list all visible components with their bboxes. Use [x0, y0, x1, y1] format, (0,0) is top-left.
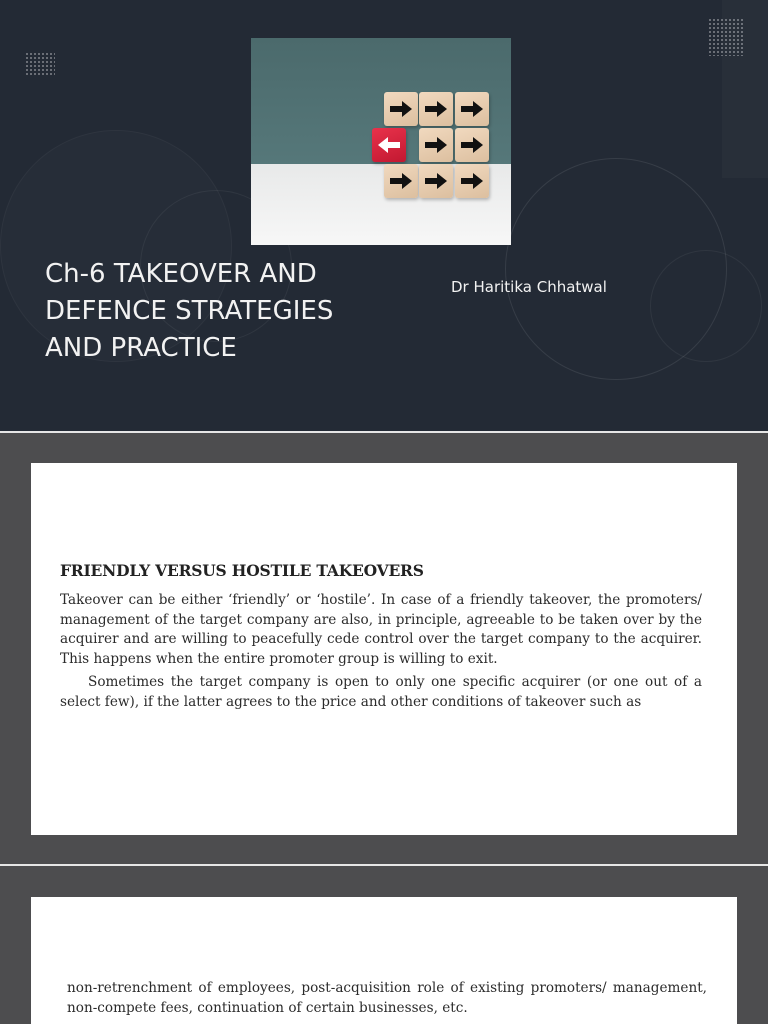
wood-block — [455, 128, 489, 162]
author-name: Dr Haritika Chhatwal — [451, 278, 607, 296]
decorative-dots — [25, 52, 55, 76]
red-block — [372, 128, 406, 162]
wood-block — [419, 92, 453, 126]
decorative-circle — [650, 250, 762, 362]
wood-block — [455, 92, 489, 126]
wood-block — [384, 164, 418, 198]
arrow-right-icon — [460, 173, 484, 189]
wood-block — [419, 128, 453, 162]
arrow-right-icon — [424, 173, 448, 189]
slide-title: Ch-6 TAKEOVER AND DEFENCE STRATEGIES AND PRACTICE — [45, 259, 334, 363]
wood-block — [419, 164, 453, 198]
decorative-bar — [722, 0, 768, 178]
wood-block — [384, 92, 418, 126]
arrow-right-icon — [424, 101, 448, 117]
paragraph: Takeover can be either ‘friendly’ or ‘hostile’. In case of a friendly takeover, the promoters/ management of the target company are also, in principle, agreeable to be taken over by the acquirer and are willing to peacefully cede control over the target company to the acquirer. This happens when the entire promoter group is willing to exit. — [60, 592, 702, 667]
arrow-right-icon — [460, 137, 484, 153]
arrow-right-icon — [424, 137, 448, 153]
paragraph: non-retrenchment of employees, post-acquisition role of existing promoters/ management, non-compete fees, continuation of certain businesses, etc. — [67, 980, 707, 1016]
wood-block — [455, 164, 489, 198]
arrow-right-icon — [389, 101, 413, 117]
hero-image — [251, 38, 511, 245]
slide-divider — [0, 864, 768, 866]
text-slide — [31, 463, 737, 835]
title-slide — [0, 0, 768, 431]
slide-divider — [0, 431, 768, 433]
arrow-right-icon — [389, 173, 413, 189]
section-heading: FRIENDLY VERSUS HOSTILE TAKEOVERS — [60, 561, 424, 580]
arrow-right-icon — [460, 101, 484, 117]
arrow-left-icon — [377, 137, 401, 153]
paragraph: Sometimes the target company is open to only one specific acquirer (or one out of a select few), if the latter agrees to the price and other conditions of takeover such as — [60, 674, 702, 710]
text-slide — [31, 897, 737, 1024]
